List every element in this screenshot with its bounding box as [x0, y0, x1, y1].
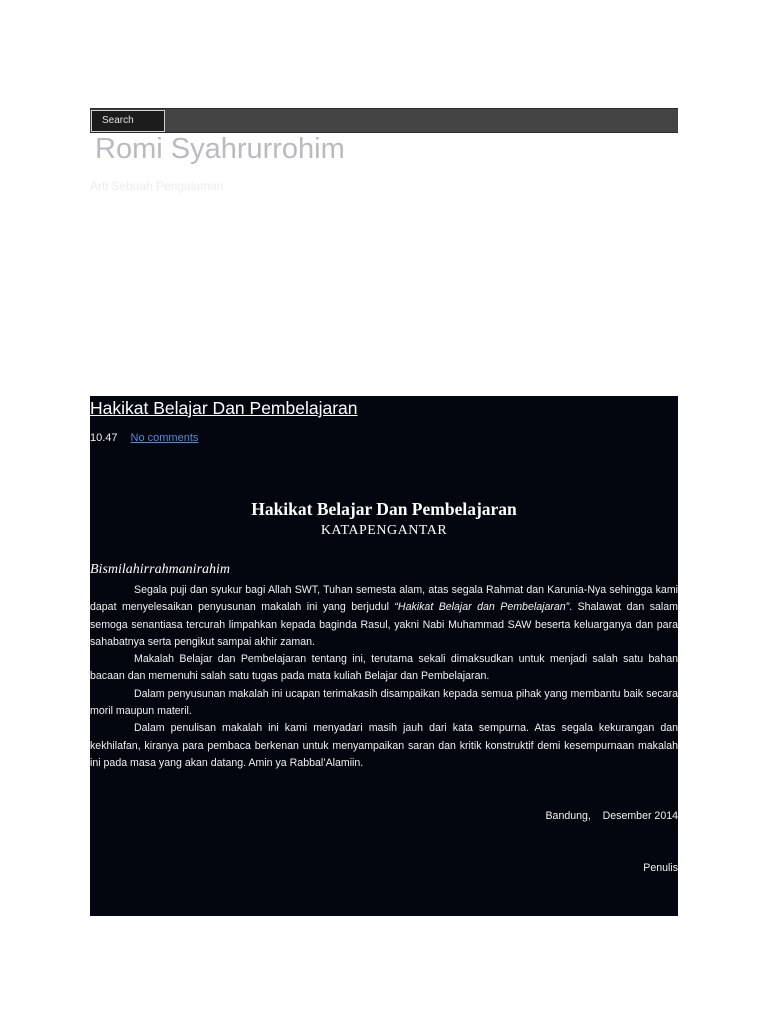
- post-body: [90, 582, 678, 772]
- document-title: Hakikat Belajar Dan Pembelajaran: [251, 499, 517, 519]
- paragraph-text: Segala puji dan syukur bagi Allah SWT, Tuhan semesta alam, atas segala Rahmat dan Karunia-Nya sehingga kami dapat menyelesaikan penyusunan makalah ini yang berjudul: [90, 584, 678, 614]
- signoff-author: Penulis: [643, 862, 678, 874]
- document-subtitle: KATAPENGANTAR: [320, 523, 448, 538]
- blog-title[interactable]: Romi Syahrurrohim: [95, 133, 345, 165]
- post-meta: [90, 432, 198, 444]
- body-paragraph: Makalah Belajar dan Pembelajaran tentang ini, terutama sekali dimaksudkan untuk menjadi salah satu bahan bacaan dan memenuhi salah satu tugas pada mata kuliah Belajar dan Pembelajaran.: [90, 653, 678, 683]
- blog-description: Arti Sebuah Pengalaman: [90, 179, 224, 193]
- blog-post: [90, 396, 678, 916]
- body-paragraph: Dalam penyusunan makalah ini ucapan terimakasih disampaikan kepada semua pihak yang membantu baik secara moril maupun materil.: [90, 687, 678, 718]
- paragraph-text: . Shalawat dan salam semoga senantiasa tercurah limpahkan kepada baginda Rasul, yakni Nabi Muhammad SAW beserta keluarganya dan para sahabatnya serta pengikut sampai akhir zaman.: [90, 601, 678, 648]
- quoted-title: “Hakikat Belajar dan Pembelajaran”: [394, 601, 570, 614]
- post-time[interactable]: 10.47: [90, 432, 118, 444]
- post-title[interactable]: Hakikat Belajar Dan Pembelajaran: [90, 398, 358, 418]
- body-paragraph: Dalam penulisan makalah ini kami menyadari masih jauh dari kata sempurna. Atas segala kekurangan dan kekhilafan, kiranya para pembaca berkenan untuk menyampaikan saran dan kritik konstruktif demi kesempurnaan makalah ini pada masa yang akan datang. Amin ya Rabbal’Alamiin.: [90, 722, 678, 769]
- body-paragraph: [90, 582, 678, 651]
- opening-greeting: Bismilahirrahmanirahim: [90, 562, 231, 577]
- search-bar: [90, 108, 678, 133]
- search-button[interactable]: Search: [91, 110, 165, 132]
- comments-link[interactable]: No comments: [130, 432, 199, 444]
- signoff-date: Bandung, Desember 2014: [545, 810, 678, 822]
